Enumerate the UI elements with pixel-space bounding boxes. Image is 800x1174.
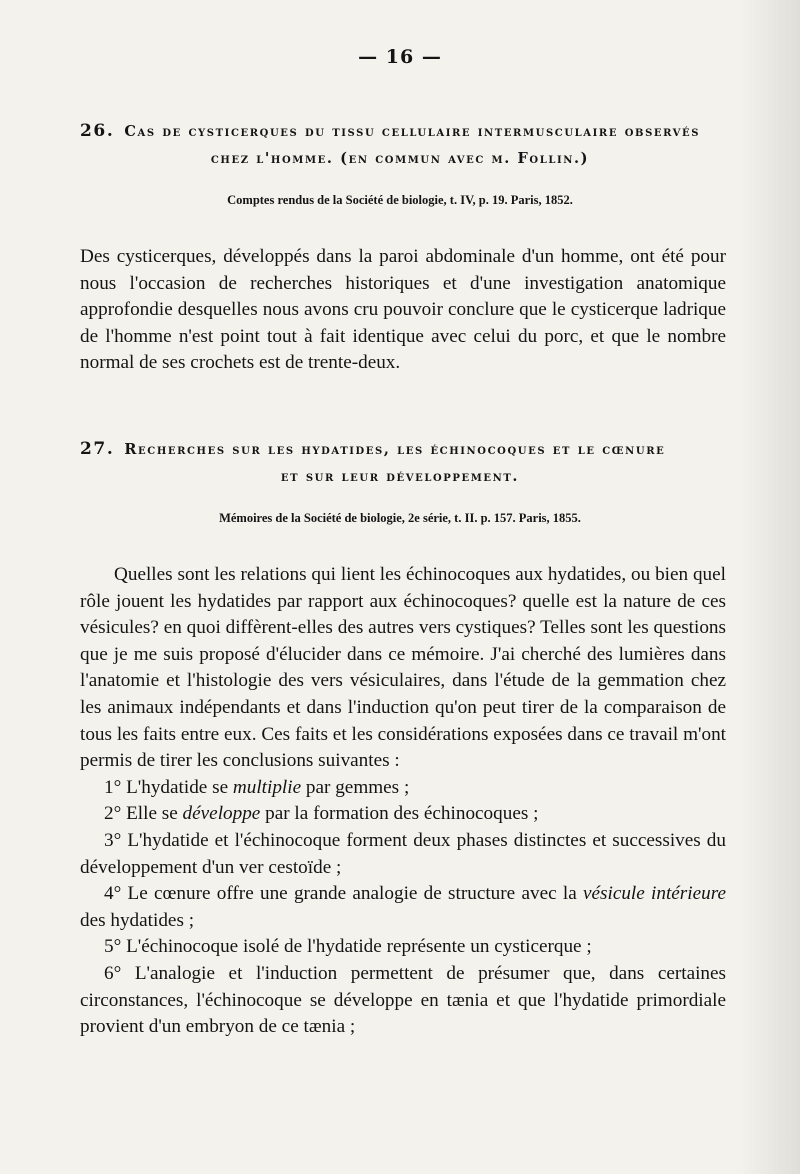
conclusion-emphasis: vésicule intérieure (582, 883, 726, 905)
entry-title-line1: Recherches sur les hydatides, les échinocoques et le cœnure (124, 441, 666, 458)
conclusion-text: 5° L'échinocoque isolé de l'hydatide représente un cysticerque ; (104, 936, 592, 958)
conclusion-item (80, 801, 726, 828)
conclusion-text: 3° L'hydatide et l'échinocoque forment deux phases distinctes et successives du développement d'un ver cestoïde ; (80, 829, 726, 878)
page-edge-shadow (740, 0, 800, 1174)
entry-27-body (80, 562, 726, 1041)
conclusion-item (80, 881, 726, 934)
conclusions-list (80, 775, 726, 1041)
entry-title-line2: chez l'homme. (en commun avec m. Follin.) (210, 150, 590, 167)
entry-27-title (80, 436, 720, 490)
entry-26-paragraph: Des cysticerques, développés dans la paroi abdominale d'un homme, ont été pour nous l'occasion de recherches historiques et d'une investigation anatomique approfondie desquelles nous avons cru pouvoir conclure que le cysticerque ladrique de l'homme n'est point tout à fait identique avec celui du porc, et que le nombre normal de ses crochets est de trente-deux. (80, 246, 726, 374)
conclusion-text: par gemmes ; (301, 776, 410, 798)
entry-title-line2: et sur leur développement. (280, 468, 520, 485)
page-number: — 16 — (358, 46, 442, 68)
entry-26-citation: Comptes rendus de la Société de biologie, t. IV, p. 19. Paris, 1852. (227, 193, 573, 207)
conclusion-text: 1° L'hydatide se (104, 776, 233, 798)
entry-27-paragraph: Quelles sont les relations qui lient les échinocoques aux hydatides, ou bien quel rôle jouent les hydatides par rapport aux échinocoques? quelle est la nature de ces vésicules? en quoi diffèrent-elles des autres vers cystiques? Telles sont les questions que je me suis proposé d'élucider dans ce mémoire. J'ai cherché des lumières dans l'anatomie et l'histologie des vers vésiculaires, dans l'étude de la gemmation chez les animaux indépendants et dans l'induction qu'on peut tirer de la comparaison de tous les faits entre eux. Ces faits et les considérations exposées dans ce travail m'ont permis de tirer les conclusions suivantes : (80, 564, 726, 772)
conclusion-text: des hydatides ; (80, 909, 195, 931)
conclusion-item (80, 934, 726, 961)
conclusion-text: 2° Elle se (104, 803, 183, 825)
entry-26-title (80, 118, 720, 172)
entry-number: 27. (80, 439, 115, 459)
conclusion-emphasis: développe (182, 803, 261, 825)
conclusion-emphasis: multiplie (232, 776, 302, 798)
entry-number: 26. (80, 121, 115, 141)
conclusion-item (80, 961, 726, 1041)
conclusion-item (80, 775, 726, 802)
conclusion-text: par la formation des échinocoques ; (260, 803, 539, 825)
entry-26-body (80, 244, 726, 377)
conclusion-text: 6° L'analogie et l'induction permettent de présumer que, dans certaines circonstances, l'échinocoque se développe en tænia et que l'hydatide primordiale provient d'un embryon de ce tænia ; (80, 962, 726, 1038)
conclusion-text: 4° Le cœnure offre une grande analogie de structure avec la (104, 883, 583, 905)
entry-27-citation: Mémoires de la Société de biologie, 2e série, t. II. p. 157. Paris, 1855. (219, 511, 581, 525)
entry-title-line1: Cas de cysticerques du tissu cellulaire intermusculaire observés (124, 123, 701, 140)
conclusion-item (80, 828, 726, 881)
